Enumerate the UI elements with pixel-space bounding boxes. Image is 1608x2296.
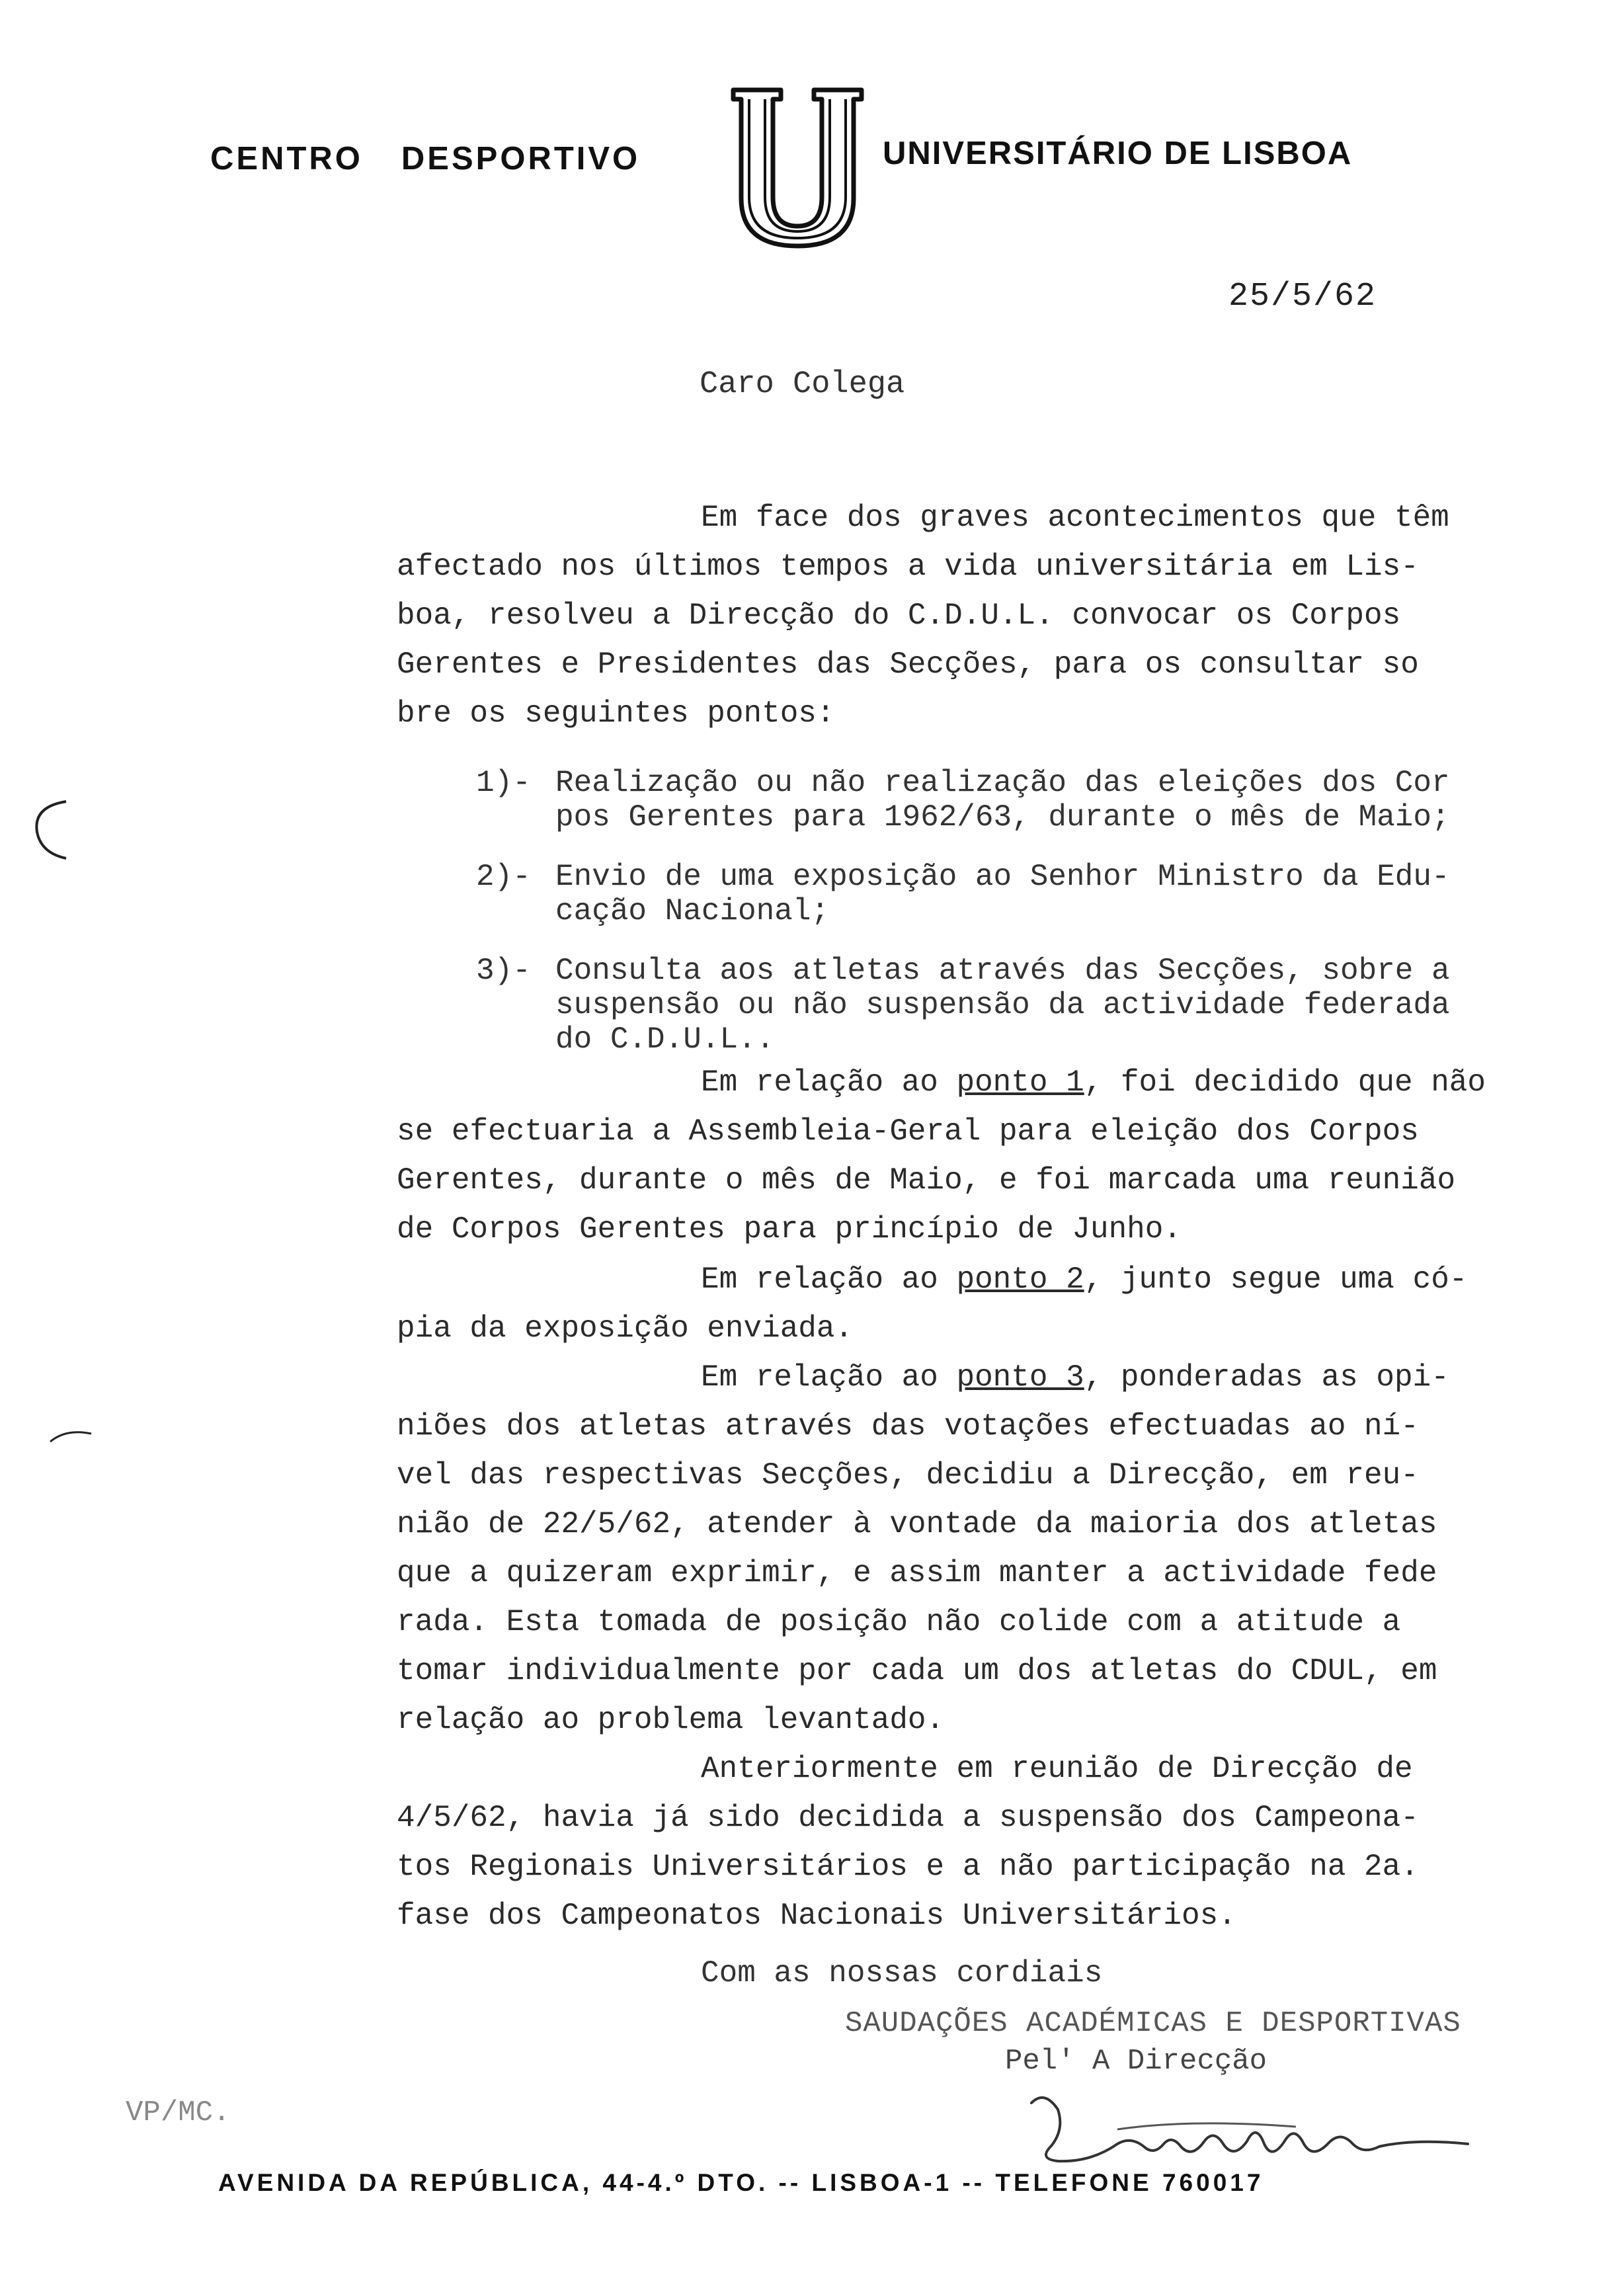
ponto3-pre: Em relação ao	[701, 1360, 957, 1395]
ponto2-first-line	[397, 1255, 1587, 1304]
ponto3-line: relação ao problema levantado.	[397, 1703, 945, 1737]
intro-paragraph	[397, 493, 1587, 738]
ponto2-pre: Em relação ao	[701, 1262, 957, 1297]
binder-mark	[46, 1422, 99, 1461]
typist-initials: VP/MC.	[126, 2096, 231, 2129]
ponto3-post: , ponderadas as opi-	[1084, 1360, 1449, 1395]
ponto2-line: pia da exposição enviada.	[397, 1311, 854, 1346]
point-line: pos Gerentes para 1962/63, durante o mês de Maio;	[555, 800, 1450, 835]
ponto1-post: , foi decidido que não	[1084, 1065, 1486, 1100]
ponto2-post: , junto segue uma có-	[1084, 1262, 1468, 1297]
point-line: Consulta aos atletas através das Secções, sobre a	[555, 954, 1450, 988]
point-line: Envio de uma exposição ao Senhor Ministro da Edu-	[555, 860, 1450, 894]
point-line: cação Nacional;	[555, 894, 830, 928]
point-item-3	[476, 954, 1600, 1057]
binder-mark	[20, 794, 73, 866]
letter-date: 25/5/62	[1228, 278, 1377, 315]
salutations-line: SAUDAÇÕES ACADÉMICAS E DESPORTIVAS	[845, 2007, 1461, 2040]
point-line: suspensão ou não suspensão da actividade federada	[555, 988, 1450, 1022]
ponto2-paragraph	[397, 1255, 1587, 1353]
ponto1-pre: Em relação ao	[701, 1065, 957, 1100]
letterhead-word-desportivo: DESPORTIVO	[401, 141, 641, 177]
ponto1-line: se efectuaria a Assembleia-Geral para eleição dos Corpos	[397, 1114, 1419, 1149]
anterior-line: fase dos Campeonatos Nacionais Universitários.	[397, 1899, 1236, 1933]
u-monogram-logo	[724, 85, 871, 251]
points-list	[476, 766, 1600, 1082]
ponto1-paragraph	[397, 1058, 1587, 1254]
handwritten-signature	[1018, 2083, 1481, 2182]
salutation: Caro Colega	[700, 367, 905, 402]
ponto3-line: vel das respectivas Secções, decidiu a Direcção, em reu-	[397, 1458, 1419, 1493]
ponto1-ref: ponto 1	[956, 1065, 1084, 1100]
ponto1-first-line	[397, 1058, 1587, 1107]
intro-line: boa, resolveu a Direcção do C.D.U.L. convocar os Corpos	[397, 598, 1401, 633]
ponto3-first-line	[397, 1353, 1587, 1402]
ponto3-ref: ponto 3	[956, 1360, 1084, 1395]
ponto1-line: Gerentes, durante o mês de Maio, e foi marcada uma reunião	[397, 1163, 1456, 1198]
point-item-1	[476, 766, 1600, 835]
ponto3-line: tomar individualmente por cada um dos atletas do CDUL, em	[397, 1654, 1437, 1688]
intro-line: afectado nos últimos tempos a vida universitária em Lis-	[397, 550, 1419, 584]
ponto3-line: rada. Esta tomada de posição não colide com a atitude a	[397, 1605, 1401, 1639]
signed-for-line: Pel' A Direcção	[1005, 2045, 1267, 2078]
point-number: 2)-	[476, 860, 531, 894]
letterhead-right: UNIVERSITÁRIO DE LISBOA	[883, 136, 1353, 171]
anterior-paragraph	[397, 1744, 1587, 1940]
footer-address: AVENIDA DA REPÚBLICA, 44-4.º DTO. -- LISBOA-1 -- TELEFONE 760017	[218, 2169, 1264, 2196]
ponto3-paragraph	[397, 1353, 1587, 1744]
closing-line: Com as nossas cordiais	[701, 1956, 1103, 1990]
anterior-line: 4/5/62, havia já sido decidida a suspensão dos Campeona-	[397, 1801, 1419, 1835]
point-number: 1)-	[476, 766, 531, 800]
ponto3-line: que a quizeram exprimir, e assim manter a actividade fede	[397, 1556, 1437, 1590]
point-number: 3)-	[476, 954, 531, 988]
point-line: do C.D.U.L..	[555, 1022, 775, 1057]
anterior-line: tos Regionais Universitários e a não participação na 2a.	[397, 1850, 1419, 1884]
ponto2-ref: ponto 2	[956, 1262, 1084, 1297]
point-line: Realização ou não realização das eleições dos Cor	[555, 766, 1450, 800]
intro-line: Gerentes e Presidentes das Secções, para os consultar so	[397, 647, 1419, 682]
point-item-2	[476, 860, 1600, 928]
ponto3-line: nião de 22/5/62, atender à vontade da maioria dos atletas	[397, 1507, 1437, 1541]
intro-line: bre os seguintes pontos:	[397, 696, 835, 731]
letterhead-word-centro: CENTRO	[210, 141, 363, 177]
intro-line: Em face dos graves acontecimentos que têm	[701, 501, 1449, 535]
letterhead-left	[210, 140, 640, 177]
anterior-first-line: Anteriormente em reunião de Direcção de	[701, 1752, 1413, 1786]
ponto3-line: niões dos atletas através das votações efectuadas ao ní-	[397, 1409, 1419, 1444]
ponto1-line: de Corpos Gerentes para princípio de Junho.	[397, 1212, 1182, 1247]
